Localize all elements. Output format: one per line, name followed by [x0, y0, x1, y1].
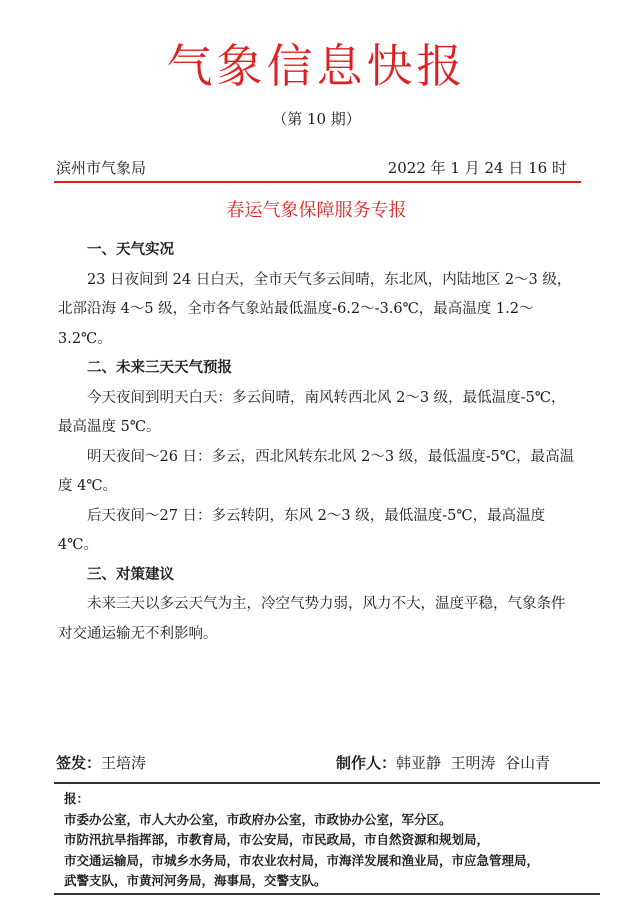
document-subtitle: 春运气象保障服务专报	[226, 200, 407, 221]
document-title: 气象信息快报	[166, 39, 467, 93]
issuer-name: 滨州市气象局	[56, 159, 147, 177]
section-heading-advice: 三、对策建议	[87, 566, 174, 583]
paragraph-forecast-day1: 今天夜间到明天白天：多云间晴，南风转西北风 2～3 级，最低温度-5℃，最高温度 5℃。	[58, 389, 566, 435]
distribution-label: 报：	[64, 791, 90, 806]
distribution-line: 市委办公室，市人大办公室，市政府办公室，市政协办公室，军分区。	[64, 811, 452, 827]
footer-divider-bottom	[54, 893, 600, 895]
paragraph-forecast-day3: 后天夜间～27 日：多云转阴，东风 2～3 级，最低温度-5℃，最高温度 4℃。	[58, 507, 546, 553]
paragraph-advice: 未来三天以多云天气为主，冷空气势力弱，风力不大，温度平稳，气象条件对交通运输无不利影响。	[58, 596, 566, 642]
paragraph-observations: 23 日夜间到 24 日白天，全市天气多云间晴，东北风，内陆地区 2～3 级，北部沿海 4～5 级，全市各气象站最低温度-6.2～-3.6℃，最高温度 1.2～3.2℃。	[58, 271, 572, 347]
distribution-line: 武警支队，市黄河河务局，海事局，交警支队。	[64, 873, 327, 888]
issue-datetime: 2022 年 1 月 24 日 16 时	[387, 159, 567, 177]
paragraph-forecast-day2: 明天夜间～26 日：多云，西北风转东北风 2～3 级，最低温度-5℃，最高温度 4℃。	[58, 448, 575, 494]
document-body	[58, 236, 578, 649]
signoff-issuer	[56, 752, 146, 774]
signoff-maker	[336, 752, 550, 774]
section-heading-observations: 一、天气实况	[87, 242, 174, 258]
issue-number: （第 10 期）	[272, 110, 361, 128]
distribution-line: 市交通运输局，市城乡水务局，市农业农村局，市海洋发展和渔业局，市应急管理局，	[64, 852, 540, 868]
footer-divider-top	[54, 782, 600, 784]
signoff-issuer-name: 王培涛	[101, 754, 147, 772]
distribution-list	[64, 789, 604, 892]
signoff-maker-label: 制作人：	[336, 754, 397, 772]
signoff-maker-names: 韩亚静 王明涛 谷山青	[396, 754, 551, 772]
distribution-line: 市防汛抗旱指挥部，市教育局，市公安局，市民政局，市自然资源和规划局，	[64, 832, 490, 847]
header-divider	[54, 181, 581, 183]
signoff-issuer-label: 签发：	[56, 754, 102, 772]
section-heading-forecast: 二、未来三天天气预报	[87, 360, 232, 376]
